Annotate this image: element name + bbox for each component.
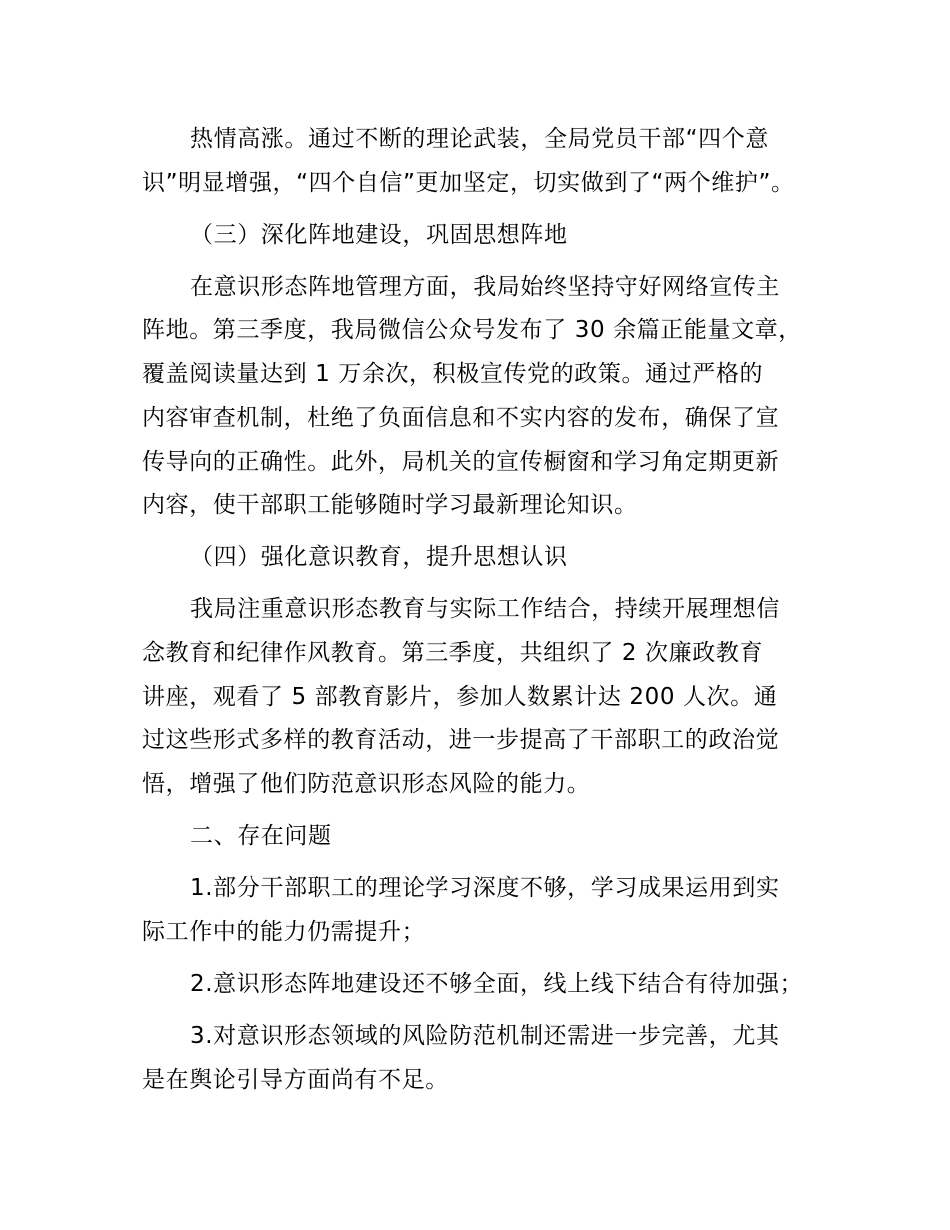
section-heading: （四）强化意识教育，提升思想认识 [190, 544, 568, 570]
paragraph-line: 念教育和纪律作风教育。第三季度，共组织了 2 次廉政教育 [142, 640, 764, 666]
paragraph-line: 内容，使干部职工能够随时学习最新理论知识。 [142, 492, 638, 518]
list-item-line: 际工作中的能力仍需提升； [142, 919, 426, 945]
paragraph-line: 传导向的正确性。此外，局机关的宣传橱窗和学习角定期更新 [142, 449, 780, 475]
paragraph-line: 我局注重意识形态教育与实际工作结合，持续开展理想信 [190, 596, 780, 622]
paragraph-line: 过这些形式多样的教育活动，进一步提高了干部职工的政治觉 [142, 727, 780, 753]
paragraph-line: 阵地。第三季度，我局微信公众号发布了 30 余篇正能量文章， [142, 317, 802, 343]
section-heading: 二、存在问题 [190, 823, 332, 849]
paragraph-line: 在意识形态阵地管理方面，我局始终坚持守好网络宣传主 [190, 274, 780, 300]
paragraph-line: 覆盖阅读量达到 1 万余次，积极宣传党的政策。通过严格的 [142, 361, 764, 387]
list-item-line: 1.部分干部职工的理论学习深度不够，学习成果运用到实 [190, 875, 780, 901]
section-heading: （三）深化阵地建设，巩固思想阵地 [190, 222, 568, 248]
paragraph-line: 内容审查机制，杜绝了负面信息和不实内容的发布，确保了宣 [142, 405, 780, 431]
paragraph-line: 讲座，观看了 5 部教育影片，参加人数累计达 200 人次。通 [142, 684, 778, 710]
paragraph-line: 悟，增强了他们防范意识形态风险的能力。 [142, 771, 591, 797]
list-item-line: 是在舆论引导方面尚有不足。 [142, 1067, 449, 1093]
paragraph-line: 识”明显增强，“四个自信”更加坚定，切实做到了“两个维护”。 [142, 170, 795, 196]
paragraph-line: 热情高涨。通过不断的理论武装，全局党员干部“四个意 [190, 126, 769, 152]
list-item-line: 2.意识形态阵地建设还不够全面，线上线下结合有待加强； [190, 971, 804, 997]
list-item-line: 3.对意识形态领域的风险防范机制还需进一步完善，尤其 [190, 1023, 780, 1049]
